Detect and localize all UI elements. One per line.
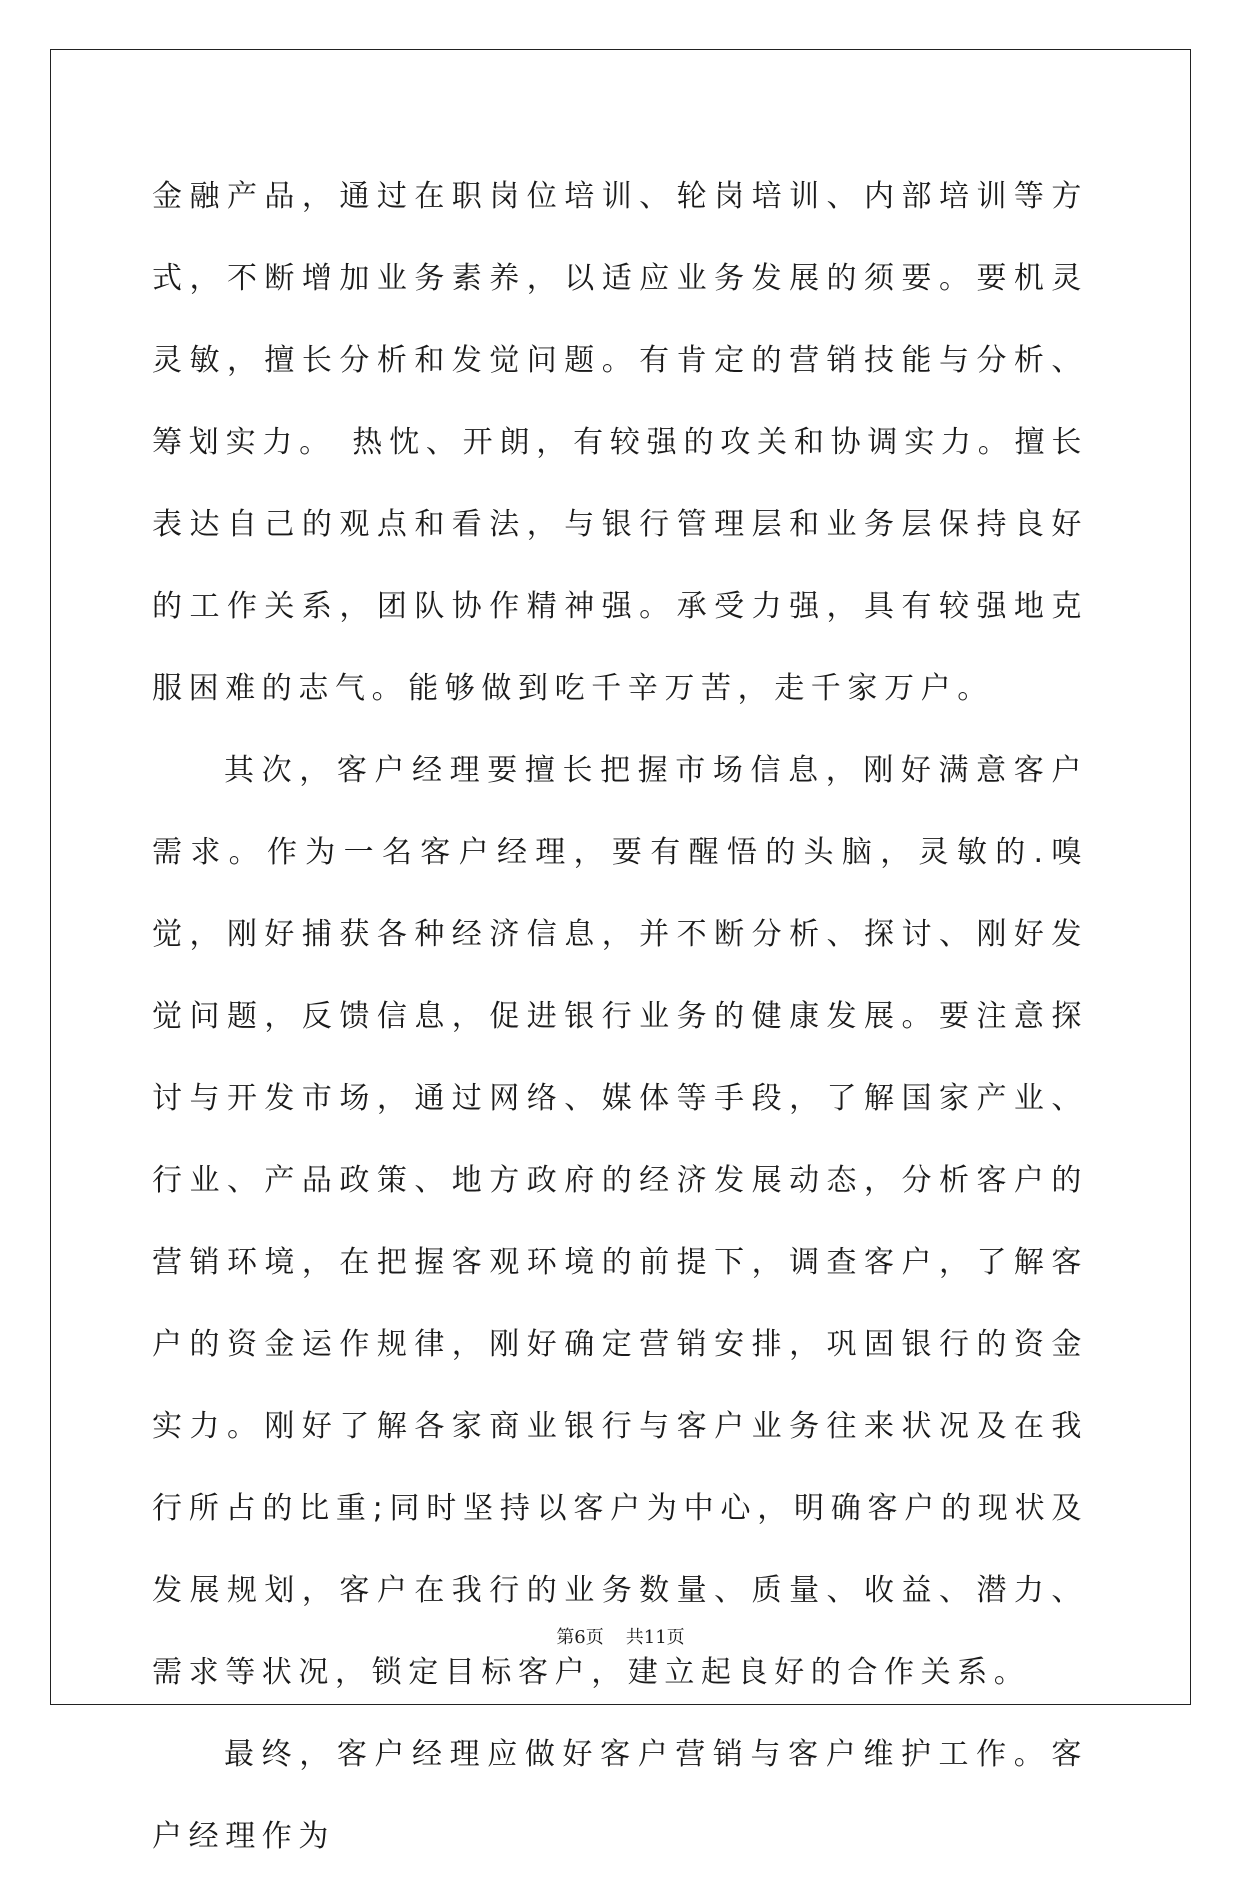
- page-total: 共11页: [625, 1627, 685, 1648]
- paragraph-2: 其次，客户经理要擅长把握市场信息，刚好满意客户需求。作为一名客户经理，要有醒悟的头脑，灵敏的.嗅觉，刚好捕获各种经济信息，并不断分析、探讨、刚好发觉问题，反馈信息，促进银行业务的健康发展。要注意探讨与开发市场，通过网络、媒体等手段，了解国家产业、行业、产品政策、地方政府的经济发展动态，分析客户的营销环境，在把握客观环境的前提下，调查客户，了解客户的资金运作规律，刚好确定营销安排，巩固银行的资金实力。刚好了解各家商业银行与客户业务往来状况及在我行所占的比重;同时坚持以客户为中心，明确客户的现状及发展规划，客户在我行的业务数量、质量、收益、潜力、需求等状况，锁定目标客户，建立起良好的合作关系。: [152, 753, 1088, 1690]
- paragraph-1: 金融产品，通过在职岗位培训、轮岗培训、内部培训等方式，不断增加业务素养，以适应业务发展的须要。要机灵灵敏，擅长分析和发觉问题。有肯定的营销技能与分析、筹划实力。 热忱、开朗，有较强的攻关和协调实力。擅长表达自己的观点和看法，与银行管理层和业务层保持良好的工作关系，团队协作精神强。承受力强，具有较强地克服困难的志气。能够做到吃千辛万苦，走千家万户。: [152, 179, 1088, 706]
- paragraph-3: 最终，客户经理应做好客户营销与客户维护工作。客户经理作为: [152, 1737, 1088, 1854]
- page-number: 第6页: [556, 1627, 604, 1648]
- document-body: [152, 156, 1088, 1878]
- page-footer: [0, 1623, 1241, 1649]
